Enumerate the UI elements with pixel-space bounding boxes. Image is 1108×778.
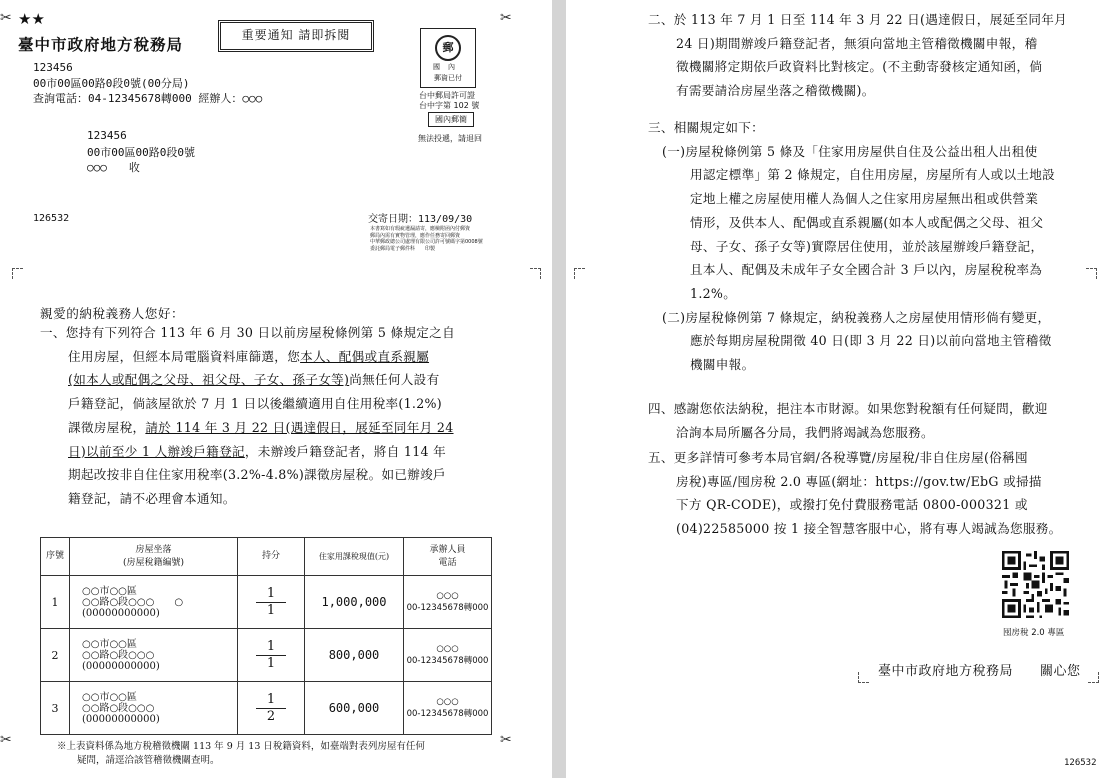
domestic-mail-label: 國內郵簡 [428, 112, 474, 127]
table-row: 1 ○○市○○區 ○○路○段○○○ ○ (00000000000) $\frac{1}{1}$ 1,000,000 ○○○ 00-12345678轉000 [41, 576, 492, 629]
table-row: 2 ○○市○○區 ○○路○段○○○ (00000000000) $\frac{1}{1}$ 800,000 ○○○ 00-12345678轉000 [41, 629, 492, 682]
sender-zip: 123456 [33, 61, 73, 74]
signature: 臺中市政府地方稅務局 關心您 [878, 664, 1081, 679]
table-row: 3 ○○市○○區 ○○路○段○○○ (00000000000) $\frac{1}{2}$ 600,000 ○○○ 00-12345678轉000 [41, 682, 492, 735]
post-seal-icon: 郵 [435, 35, 461, 61]
delivery-date: 交寄日期：113/09/30 [368, 214, 473, 225]
paragraph-2: 二、於 113 年 7 月 1 日至 114 年 3 月 22 日(遇達假日，展延至同年月 24 日)期間辦竣戶籍登記者，無須向當地主管稽徵機關申報，稽 徵機關將定期依戶政資料比對核定。(不主動寄發核定通知函，倘 有需要請洽房屋坐落之稽徵機關)。 [648, 12, 1068, 99]
footnote-line2: 疑問，請逕洽該管稽徵機關查明。 [77, 755, 220, 766]
share-fraction: $\frac{1}{1}$ [256, 586, 286, 619]
fold-mark [858, 672, 869, 683]
document-number: 126532 [33, 213, 70, 224]
fold-mark [1086, 268, 1097, 279]
recipient-name: ○○○ 收 [87, 161, 140, 174]
header-value: 住家用課稅現值(元) [305, 538, 404, 576]
paragraph-3: 三、相關規定如下： (一)房屋稅條例第 5 條及「住家用房屋供自住及公益出租人出租使 用認定標準」第 2 條規定，自住用房屋，房屋所有人或以土地設 定地上權之房屋使用權人為個人之住家用房屋無出租或供營業 情形，及供本人、配偶或直系親屬(如本人或配偶之父母、祖父 母、子女、孫子女等)實際居住使用，並於該屋辦竣戶籍登記， 且本人、配偶及未成年子女全國合計 3 戶以內，房屋稅稅率為 1.2%。 (二)房屋稅條例第 7 條規定，納稅義務人之房屋使用情形倘有變更， 應於每期房屋稅開徵 40 日(即 3 月 22 日)以前向當地主管稽徵 機關申報。 [648, 120, 1056, 373]
left-page [0, 0, 552, 778]
return-note: 無法投遞，請退回 [418, 134, 482, 143]
scissors-icon: ✂ [0, 10, 12, 26]
sender-address: 00市00區00路0段0號(00分局) [33, 77, 190, 90]
fold-mark [12, 268, 23, 279]
header-contact: 承辦人員 電話 [404, 538, 492, 576]
fold-mark [1088, 672, 1099, 683]
recipient-zip: 123456 [87, 129, 127, 142]
priority-stars: ★★ [18, 10, 45, 28]
postal-permit-line1: 台中郵局許可證 [419, 91, 475, 100]
right-page [566, 0, 1108, 778]
greeting: 親愛的納稅義務人您好： [40, 306, 185, 321]
paragraph-4: 四、感謝您依法納稅，挹注本市財源。如果您對稅額有任何疑問，歡迎 洽詢本局所屬各分局，我們將竭誠為您服務。 [648, 401, 1048, 440]
table-header-row [41, 538, 492, 576]
page-gutter [552, 0, 566, 778]
header-location: 房屋坐落 (房屋稅籍編號) [70, 538, 238, 576]
share-fraction: $\frac{1}{2}$ [256, 692, 286, 725]
footnote-line1: ※上表資料係為地方稅稽徵機關 113 年 9 月 13 日稅籍資料，如臺端對表列房屋有任何 [57, 741, 425, 752]
header-no: 序號 [41, 538, 70, 576]
paragraph-5: 五、更多詳情可參考本局官網/各稅導覽/房屋稅/非自住房屋(俗稱囤 房稅)專區/囤房稅 2.0 專區(網址：https://gov.tw/EbG 或掃描 下方 QR-CODE)，或撥打免付費服務電話 0800-000321 或 (04)22585000 按 1 接全智慧客服中心，將有專人竭誠為您服務。 [648, 450, 1062, 537]
scissors-icon: ✂ [500, 10, 512, 26]
scissors-icon: ✂ [500, 732, 512, 748]
fold-mark [530, 268, 541, 279]
postal-permit-line2: 台中字第 102 號 [419, 101, 480, 110]
scissors-icon: ✂ [0, 732, 12, 748]
qr-caption: 囤房稅 2.0 專區 [1003, 628, 1065, 638]
document-number-footer: 126532 [1064, 758, 1097, 768]
recipient-address: 00市00區00路0段0號 [87, 146, 195, 159]
postage-paid-stamp: 郵 國內 郵資已付 [420, 28, 476, 88]
fold-mark [574, 268, 585, 279]
property-table [40, 537, 492, 735]
share-fraction: $\frac{1}{1}$ [256, 639, 286, 672]
important-notice-box: 重要通知 請即拆閱 [218, 20, 374, 52]
paragraph-1: 一、您持有下列符合 113 年 6 月 30 日以前房屋稅條例第 5 條規定之自 住用房屋，但經本局電腦資料庫篩選，您本人、配偶或直系親屬 (如本人或配偶之父母、祖父母、子女、孫子女等)尚無任何人設有 戶籍登記，倘該屋欲於 7 月 1 日以後繼續適用自住用稅率(1.2%) 課徵房屋稅，請於 114 年 3 月 22 日(遇達假日，展延至同年月 24 日)以前至少 1 人辦竣戶籍登記，未辦竣戶籍登記者，將自 114 年 期起改按非自住住家用稅率(3.2%-4.8%)課徵房屋稅。如已辦竣戶 籍登記，請不必理會本通知。 [40, 325, 455, 506]
qr-code-icon[interactable] [1002, 551, 1069, 618]
header-share: 持分 [238, 538, 305, 576]
agency-name: 臺中市政府地方稅務局 [18, 36, 184, 54]
postal-fine-print: 本書寫如有瑕疵遺漏請寄，應檢附函內付郵資 郵局內需有實物管理，應作任務寄回郵資 中華郵政總公司處理有限公司許可號碼字第0008號 委託郵局電子郵件科 印製 [370, 226, 483, 252]
sender-phone: 查詢電話：04-12345678轉000 經辦人：○○○ [33, 92, 263, 105]
